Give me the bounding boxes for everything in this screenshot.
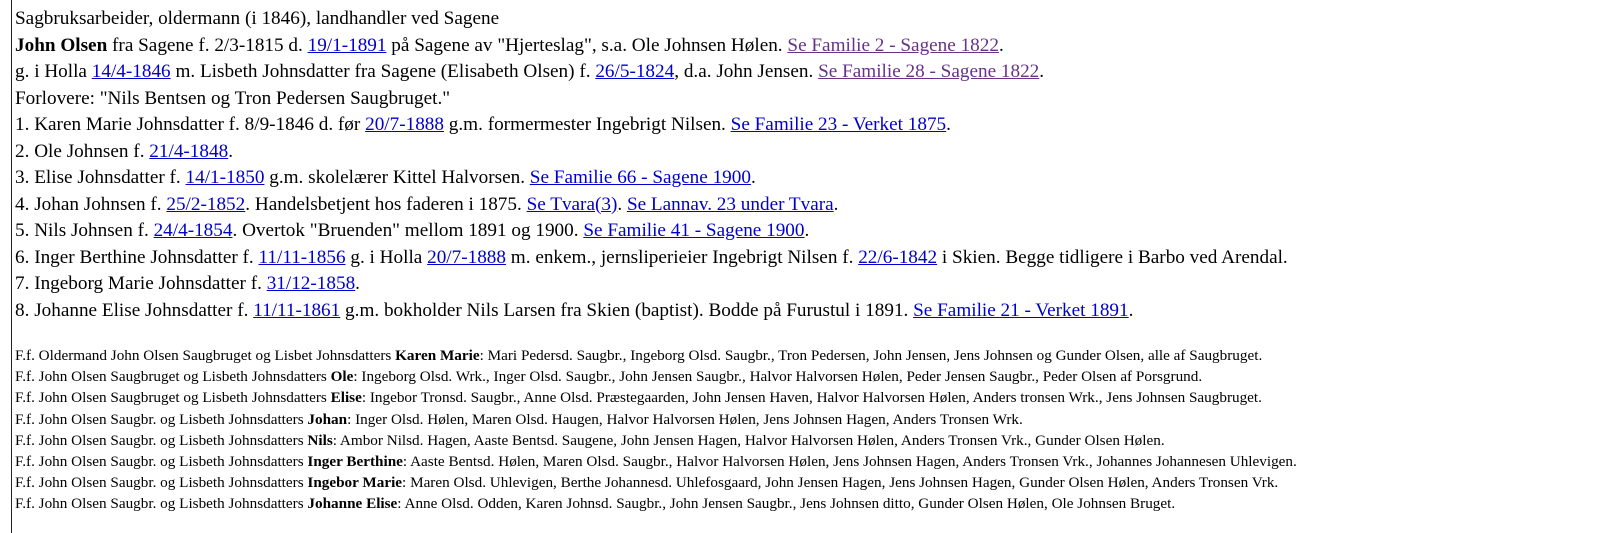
godparent-row: F.f. John Olsen Saugbr. og Lisbeth Johnsdatters Johanne Elise: Anne Olsd. Odden, Karen Johnsd. Saugbr., John Jensen Saugbr., Jens Johnsen ditto, Gunder Olsen Hølen, Ole Johnsen Bruget. xyxy=(15,495,1176,513)
occupation-line: Sagbruksarbeider, oldermann (i 1846), landhandler ved Sagene xyxy=(15,8,500,29)
child-row: 1. Karen Marie Johnsdatter f. 8/9-1846 d. før 20/7-1888 g.m. formermester Ingebrigt Nilsen. Se Familie 23 - Verket 1875. xyxy=(15,114,951,135)
child-name: Inger Berthine xyxy=(307,453,403,471)
godparent-row: F.f. John Olsen Saugbr. og Lisbeth Johnsdatters Johan: Inger Olsd. Hølen, Maren Olsd. Haugen, Halvor Halvorsen Hølen, Jens Johnsen Hagen, Anders Tronsen Wrk. xyxy=(15,410,1023,428)
child-name: Ingebor Marie xyxy=(307,474,403,492)
family-link[interactable]: Se Familie 41 - Sagene 1900 xyxy=(583,220,805,241)
child-row: 6. Inger Berthine Johnsdatter f. 11/11-1856 g. i Holla 20/7-1888 m. enkem., jernsliperieier Ingebrigt Nilsen f. 22/6-1842 i Skien. Begge tidligere i Barbo ved Arendal. xyxy=(15,246,1288,268)
godparent-row: F.f. John Olsen Saugbr. og Lisbeth Johnsdatters Ingebor Marie: Maren Olsd. Uhlevigen, Berthe Johannesd. Uhlefosgaard, John Jensen Hagen, Jens Johnsen Hagen, Gunder Olsen Hølen, Anders Tronsen Vrk. xyxy=(15,474,1279,492)
family-link[interactable]: Se Familie 2 - Sagene 1822 xyxy=(787,34,999,56)
marriage-line: g. i Holla 14/4-1846 m. Lisbeth Johnsdatter fra Sagene (Elisabeth Olsen) f. 26/5-1824, d.a. John Jensen. Se Familie 28 - Sagene 1822. xyxy=(15,61,1045,82)
godparent-row: F.f. John Olsen Saugbruget og Lisbeth Johnsdatters Ole: Ingeborg Olsd. Wrk., Inger Olsd. Saugbr., John Jensen Saugbr., Halvor Halvorsen Hølen, Peder Jensen Saugbr., Peder Olsen af Porsgrund. xyxy=(15,368,1203,386)
family-record xyxy=(15,6,1288,324)
person-line: John Olsen fra Sagene f. 2/3-1815 d. 19/1-1891 på Sagene av "Hjerteslag", s.a. Ole Johnsen Hølen. Se Familie 2 - Sagene 1822. xyxy=(15,34,1004,56)
child-row: 8. Johanne Elise Johnsdatter f. 11/11-1861 g.m. bokholder Nils Larsen fra Skien (baptist). Bodde på Furustul i 1891. Se Familie 21 - Verket 1891. xyxy=(15,299,1134,321)
marriage-date-link[interactable]: 20/7-1888 xyxy=(427,246,506,268)
date-link[interactable]: 31/12-1858 xyxy=(266,273,356,294)
child-row: 4. Johan Johnsen f. 25/2-1852. Handelsbetjent hos faderen i 1875. Se Tvara(3). Se Lannav. 23 under Tvara. xyxy=(15,193,839,215)
spouse-birth-link[interactable]: 22/6-1842 xyxy=(858,246,938,268)
child-row: 2. Ole Johnsen f. 21/4-1848. xyxy=(15,140,233,162)
family-link[interactable]: Se Familie 21 - Verket 1891 xyxy=(913,299,1129,321)
date-link[interactable]: 21/4-1848 xyxy=(149,140,229,162)
godparent-row: F.f. John Olsen Saugbruget og Lisbeth Johnsdatters Elise: Ingebor Tronsd. Saugbr., Anne Olsd. Præstegaarden, John Jensen Haven, Halvor Halvorsen Hølen, Anders tronsen Wrk., Jens Johnsen Saugbruget. xyxy=(15,389,1262,407)
child-row: 7. Ingeborg Marie Johnsdatter f. 31/12-1858. xyxy=(15,273,360,294)
godparent-row: F.f. John Olsen Saugbr. og Lisbeth Johnsdatters Inger Berthine: Aaste Bentsd. Hølen, Maren Olsd. Saugbr., Halvor Halvorsen Hølen, Jens Johnsen Hagen, Anders Tronsen Vrk., Johannes Johannesen Uhlevigen. xyxy=(15,453,1297,471)
godparents-list xyxy=(15,345,1297,515)
child-name: Johanne Elise xyxy=(307,495,398,513)
date-link[interactable]: 14/1-1850 xyxy=(185,167,265,188)
spouse-birth-link[interactable]: 26/5-1824 xyxy=(595,61,675,82)
child-row: 5. Nils Johnsen f. 24/4-1854. Overtok "Bruenden" mellom 1891 og 1900. Se Familie 41 - Sagene 1900. xyxy=(15,220,810,241)
godparent-row: F.f. Oldermand John Olsen Saugbruget og Lisbet Johnsdatters Karen Marie: Mari Pedersd. Saugbr., Ingeborg Olsd. Saugbr., Tron Pedersen, John Jensen, Jens Johnsen og Gunder Olsen, alle af Saugbruget. xyxy=(15,347,1263,364)
child-name: Elise xyxy=(330,389,362,407)
date-link[interactable]: 24/4-1854 xyxy=(153,220,233,241)
tvara-link[interactable]: Se Tvara(3) xyxy=(526,193,618,215)
marriage-date-link[interactable]: 14/4-1846 xyxy=(91,61,171,82)
person-name: John Olsen xyxy=(15,34,108,56)
child-name: Ole xyxy=(330,368,354,386)
date-link[interactable]: 11/11-1856 xyxy=(258,246,346,268)
family-link[interactable]: Se Familie 66 - Sagene 1900 xyxy=(529,167,751,188)
family-link[interactable]: Se Familie 23 - Verket 1875 xyxy=(730,114,947,135)
child-row: 3. Elise Johnsdatter f. 14/1-1850 g.m. skolelærer Kittel Halvorsen. Se Familie 66 - Sagene 1900. xyxy=(15,167,756,188)
child-name: Johan xyxy=(307,410,348,428)
child-name: Nils xyxy=(307,431,333,449)
forlovere-line: Forlovere: "Nils Bentsen og Tron Pedersen Saugbruget." xyxy=(15,87,451,109)
date-link[interactable]: 25/2-1852 xyxy=(166,193,246,215)
spouse-family-link[interactable]: Se Familie 28 - Sagene 1822 xyxy=(818,61,1040,82)
date-link[interactable]: 20/7-1888 xyxy=(365,114,444,135)
child-name: Karen Marie xyxy=(395,347,480,364)
godparent-row: F.f. John Olsen Saugbr. og Lisbeth Johnsdatters Nils: Ambor Nilsd. Hagen, Aaste Bentsd. Saugene, John Jensen Hagen, Halvor Halvorsen Hølen, Anders Tronsen Vrk., Gunder Olsen Hølen. xyxy=(15,431,1165,449)
death-date-link[interactable]: 19/1-1891 xyxy=(307,34,387,56)
date-link[interactable]: 11/11-1861 xyxy=(253,299,341,321)
lannav-link[interactable]: Se Lannav. 23 under Tvara xyxy=(626,193,834,215)
